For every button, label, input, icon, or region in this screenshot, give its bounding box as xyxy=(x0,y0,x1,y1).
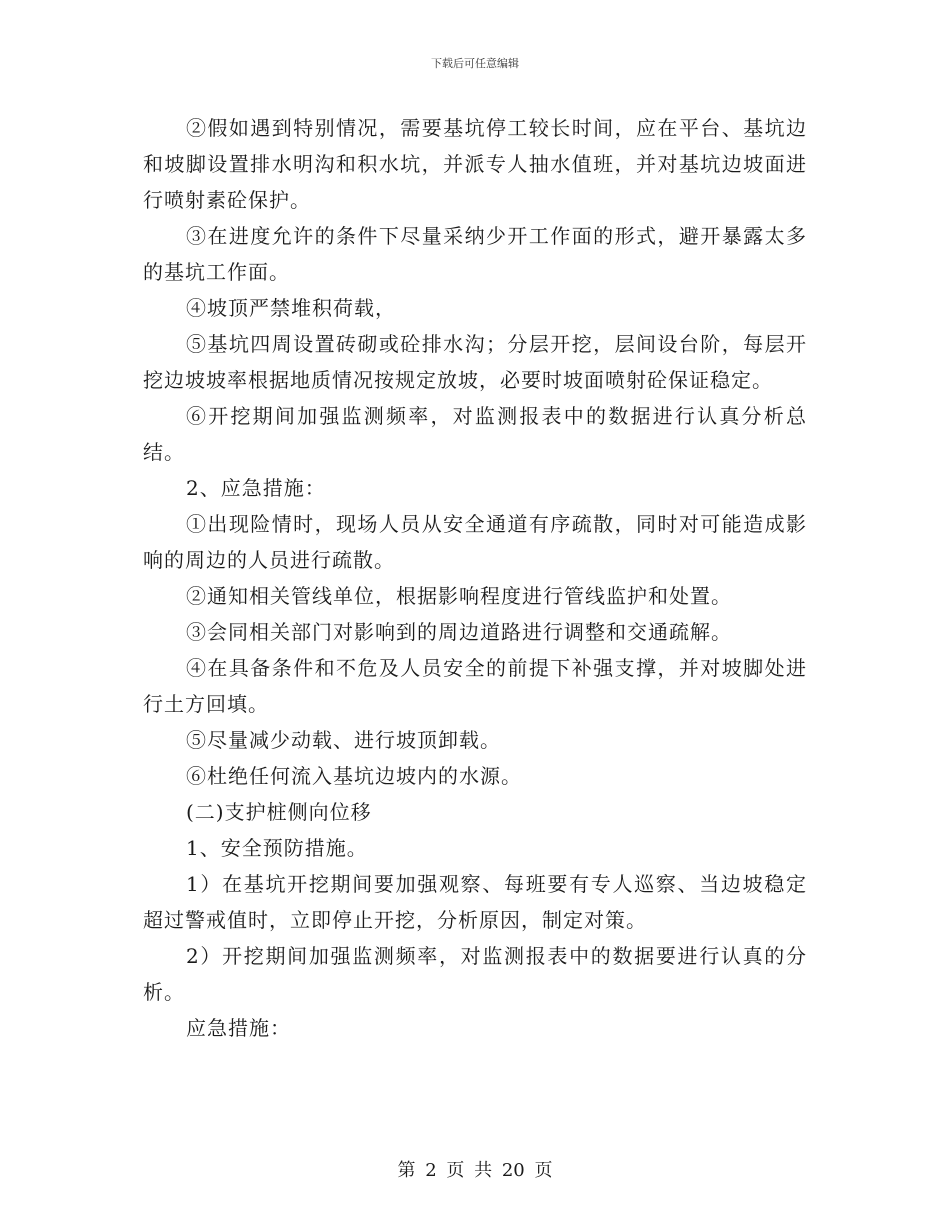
paragraph: ③会同相关部门对影响到的周边道路进行调整和交通疏解。 xyxy=(186,620,732,644)
section-heading: 应急措施： xyxy=(186,1016,291,1040)
page-number: 第 2 页 共 20 页 xyxy=(397,1160,553,1181)
section-heading: 1、安全预防措施。 xyxy=(186,836,368,860)
section-heading: (二)支护桩侧向位移 xyxy=(186,800,372,824)
paragraph: ①出现险情时，现场人员从安全通道有序疏散，同时对可能造成影响的周边的人员进行疏散。 xyxy=(143,512,807,572)
page-header-note: 下载后可任意编辑 xyxy=(431,57,519,70)
paragraph: 2）开挖期间加强监测频率，对监测报表中的数据要进行认真的分析。 xyxy=(143,944,807,1004)
paragraph: ⑤基坑四周设置砖砌或砼排水沟；分层开挖，层间设台阶，每层开挖边坡坡率根据地质情况按规定放坡，必要时坡面喷射砼保证稳定。 xyxy=(143,332,807,392)
paragraph: ②通知相关管线单位，根据影响程度进行管线监护和处置。 xyxy=(186,584,732,608)
paragraph: ③在进度允许的条件下尽量采纳少开工作面的形式，避开暴露太多的基坑工作面。 xyxy=(143,224,807,284)
paragraph: ②假如遇到特别情况，需要基坑停工较长时间，应在平台、基坑边和坡脚设置排水明沟和积水坑，并派专人抽水值班，并对基坑边坡面进行喷射素砼保护。 xyxy=(143,116,807,212)
paragraph: ⑥开挖期间加强监测频率，对监测报表中的数据进行认真分析总结。 xyxy=(143,404,807,464)
section-heading: 2、应急措施： xyxy=(186,476,326,500)
document-body xyxy=(143,110,807,1046)
paragraph: 1）在基坑开挖期间要加强观察、每班要有专人巡察、当边坡稳定超过警戒值时，立即停止开挖，分析原因，制定对策。 xyxy=(143,872,807,932)
paragraph: ④坡顶严禁堆积荷载， xyxy=(186,296,396,320)
paragraph: ⑥杜绝任何流入基坑边坡内的水源。 xyxy=(186,764,522,788)
paragraph: ⑤尽量减少动载、进行坡顶卸载。 xyxy=(186,728,501,752)
paragraph: ④在具备条件和不危及人员安全的前提下补强支撑，并对坡脚处进行土方回填。 xyxy=(143,656,807,716)
